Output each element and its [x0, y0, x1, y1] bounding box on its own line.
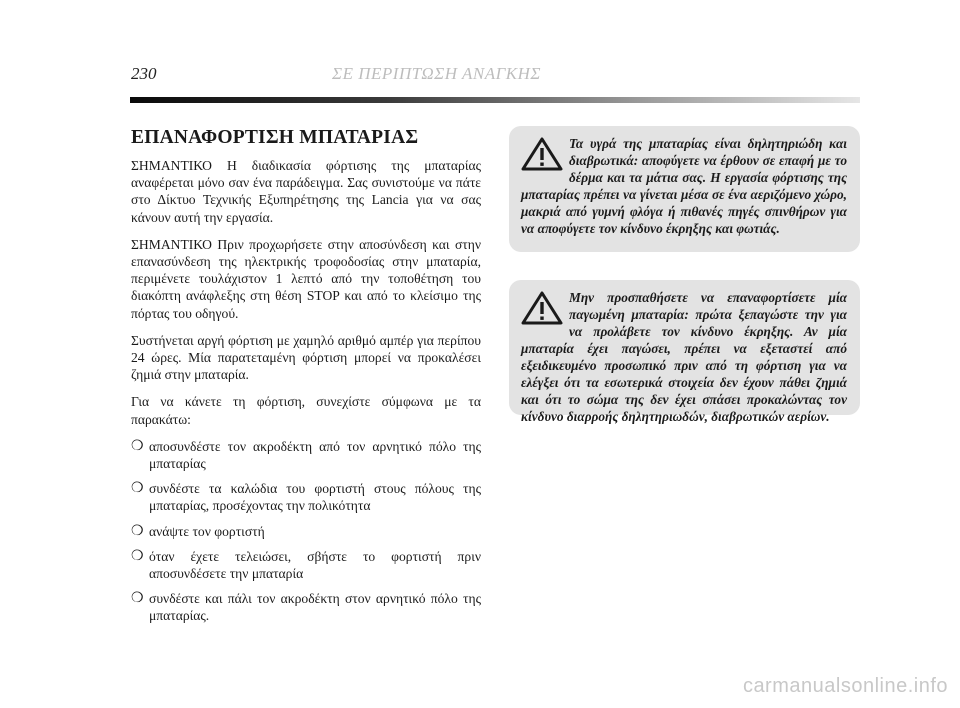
step-text: ανάψτε τον φορτιστή — [149, 523, 265, 539]
bullet-circle-icon: ❍ — [131, 548, 144, 564]
body-column — [131, 157, 481, 633]
warning-box-battery-fluid — [509, 126, 860, 252]
step-text: όταν έχετε τελειώσει, σβήστε το φορτιστή πριν αποσυνδέσετε την μπαταρία — [149, 548, 481, 582]
page-number: 230 — [131, 64, 157, 83]
list-item — [131, 480, 481, 514]
paragraph-slow-charge: Συστήνεται αργή φόρτιση με χαμηλό αριθμό αμπέρ για περίπου 24 ώρες. Μία παρατεταμένη φόρτιση μπορεί να προκαλέσει ζημιά στην μπαταρία. — [131, 332, 481, 383]
step-text: συνδέστε τα καλώδια του φορτιστή στους πόλους της μπαταρίας, προσέχοντας την πολικότητα — [149, 481, 481, 514]
bullet-circle-icon: ❍ — [131, 523, 144, 539]
bullet-circle-icon: ❍ — [131, 438, 144, 454]
list-item — [131, 438, 481, 472]
header-rule — [130, 97, 860, 103]
paragraph-important-1: ΣΗΜΑΝΤΙΚΟ Η διαδικασία φόρτισης της μπαταρίας αναφέρεται μόνο σαν ένα παράδειγμα. Σας συνιστούμε να πάτε στο Δίκτυο Τεχνικής Εξυπηρέτησης της Lancia για να σας κάνουν αυτή την εργασία. — [131, 158, 481, 225]
paragraph-procedure-intro: Για να κάνετε τη φόρτιση, συνεχίστε σύμφωνα με τα παρακάτω: — [131, 394, 481, 427]
warning-text: Τα υγρά της μπαταρίας είναι δηλητηριώδη και διαβρωτικά: αποφύγετε να έρθουν σε επαφή με το δέρμα και τα μάτια σας. Η εργασία φόρτισης της μπαταρίας πρέπει να γίνεται μέσα σε ένα αεριζόμενο χώρο, μακριά από γυμνή φλόγα ή πιθανές πηγές σπινθήρων για να αποφύγετε τον κίνδυνο έκρηξης και φωτιάς. — [521, 136, 847, 236]
list-item — [131, 548, 481, 582]
list-item — [131, 590, 481, 624]
running-header-title: ΣΕ ΠΕΡΙΠΤΩΣΗ ΑΝΑΓΚΗΣ — [332, 64, 541, 83]
warning-triangle-icon — [521, 137, 563, 171]
section-title: ΕΠΑΝΑΦΟΡΤΙΣΗ ΜΠΑΤΑΡΙΑΣ — [131, 127, 419, 148]
bullet-circle-icon: ❍ — [131, 481, 144, 497]
warning-text: Μην προσπαθήσετε να επαναφορτίσετε μία παγωμένη μπαταρία: πρώτα ξεπαγώστε την για να προλάβετε τον κίνδυνο έκρηξης. Αν μία μπαταρία έχει παγώσει, πρέπει να εξεταστεί από εξειδικευμένο προσωπικό πριν από τη φόρτιση για να ελέγξει ότι τα εσωτερικά στοιχεία δεν έχουν πάθει ζημιά και ότι το σώμα της δεν έχει σπάσει προκαλώντας τον κίνδυνο διαρροής δηλητηριωδών, διαβρωτικών αερίων. — [521, 290, 847, 424]
step-text: αποσυνδέστε τον ακροδέκτη από τον αρνητικό πόλο της μπαταρίας — [149, 438, 481, 472]
step-text: συνδέστε και πάλι τον ακροδέκτη στον αρνητικό πόλο της μπαταρίας. — [149, 591, 481, 624]
warning-triangle-icon — [521, 291, 563, 325]
paragraph-important-2: ΣΗΜΑΝΤΙΚΟ Πριν προχωρήσετε στην αποσύνδεση και στην επανασύνδεση της ηλεκτρικής τροφοδοσίας στην μπαταρία, περιμένετε τουλάχιστον 1 λεπτό από την τοποθέτηση του διακόπτη ανάφλεξης στη θέση STOP και από το κλείσιμο της πόρτας του οδηγού. — [131, 236, 481, 321]
procedure-steps-list — [131, 438, 481, 625]
bullet-circle-icon: ❍ — [131, 591, 144, 607]
list-item — [131, 523, 481, 540]
watermark: carmanualsonline.info — [742, 675, 948, 697]
warning-box-frozen-battery — [509, 280, 860, 424]
